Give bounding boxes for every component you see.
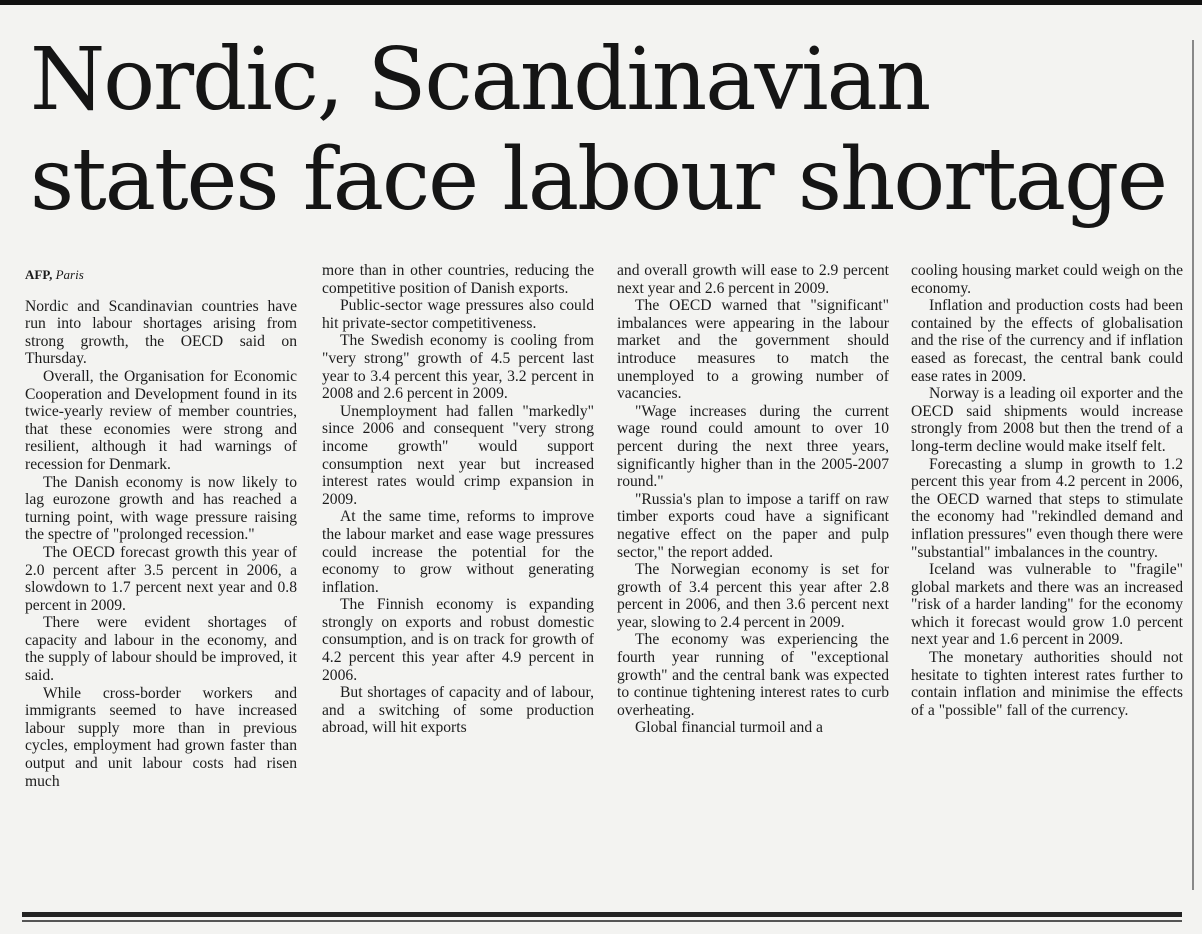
column-3 [617,262,889,737]
paragraph: Unemployment had fallen "markedly" since 2006 and consequent "very strong income growth" would support consumption next year but increased interest rates would crimp expansion in 2009. [322,402,594,508]
paragraph: "Wage increases during the current wage round could amount to over 10 percent during the next three years, significantly higher than in the 2005-2007 round." [617,402,889,491]
column-1 [25,262,297,790]
paragraph: Iceland was vulnerable to "fragile" global markets and there was an increased "risk of a harder landing" for the economy which it forecast would grow 1.0 percent next year and 1.6 percent in 2009. [911,561,1183,649]
paragraph: At the same time, reforms to improve the labour market and ease wage pressures could increase the potential for the economy to grow without generating inflation. [322,508,594,596]
paragraph: The monetary authorities should not hesitate to tighten interest rates further to contain inflation and minimise the effects of a "possible" fall of the currency. [911,649,1183,719]
paragraph: The economy was experiencing the fourth year running of "exceptional growth" and the central bank was expected to continue tightening interest rates to curb overheating. [617,631,889,719]
paragraph: Norway is a leading oil exporter and the OECD said shipments would increase strongly from 2008 but then the trend of a long-term decline would make itself felt. [911,385,1183,455]
bottom-rule [22,912,1182,917]
headline: Nordic, Scandinavian states face labour shortage [30,30,1167,230]
page-edge-line [1192,40,1194,890]
paragraph: The OECD warned that "significant" imbalances were appearing in the labour market and the government should introduce measures to match the unemployed to a growing number of vacancies. [617,297,889,403]
column-4 [911,262,1183,719]
paragraph: more than in other countries, reducing the competitive position of Danish exports. [322,262,594,297]
paragraph: The Swedish economy is cooling from "very strong" growth of 4.5 percent last year to 3.4 percent this year, 3.2 percent in 2008 and 2.6 percent in 2009. [322,332,594,403]
paragraph: and overall growth will ease to 2.9 percent next year and 2.6 percent in 2009. [617,262,889,297]
paragraph: Overall, the Organisation for Economic Cooperation and Development found in its twice-yearly review of member countries, that these economies were strong and resilient, although it had warnings of recession for Denmark. [25,367,297,473]
paragraph: The Norwegian economy is set for growth of 3.4 percent this year after 2.8 percent in 2006, and then 3.6 percent next year, slowing to 2.4 percent in 2009. [617,561,889,631]
paragraph: Global financial turmoil and a [635,719,823,737]
bottom-rule-thin [22,920,1182,922]
paragraph: While cross-border workers and immigrants seemed to have increased labour supply more than in previous cycles, employment had grown faster than output and unit labour costs had risen much [25,684,297,790]
paragraph: The Finnish economy is expanding strongly on exports and robust domestic consumption, and is on track for growth of 4.2 percent this year after 4.9 percent in 2006. [322,596,594,684]
byline-place: Paris [55,267,84,282]
paragraph: "Russia's plan to impose a tariff on raw timber exports coud have a significant negative effect on the paper and pulp sector," the report added. [617,490,889,561]
paragraph: Public-sector wage pressures also could hit private-sector competitiveness. [322,297,594,332]
paragraph: The Danish economy is now likely to lag eurozone growth and has reached a turning point, with wage pressure raising the spectre of "prolonged recession." [25,473,297,544]
top-rule [0,0,1202,5]
paragraph: But shortages of capacity and of labour, and a switching of some production abroad, will hit exports [322,684,594,737]
column-2 [322,262,594,737]
paragraph: Inflation and production costs had been contained by the effects of globalisation and the rise of the currency and if inflation eased as forecast, the central bank could ease rates in 2009. [911,297,1183,385]
byline-source: AFP, [25,267,53,282]
paragraph: Nordic and Scandinavian countries have run into labour shortages arising from strong growth, the OECD said on Thursday. [25,297,297,368]
paragraph: cooling housing market could weigh on the economy. [911,262,1183,297]
paragraph: The OECD forecast growth this year of 2.0 percent after 3.5 percent in 2006, a slowdown to 1.7 percent next year and 0.8 percent in 2009. [25,543,297,614]
byline [25,266,297,284]
paragraph: There were evident shortages of capacity and labour in the economy, and the supply of labour should be improved, it said. [25,614,297,685]
paragraph: Forecasting a slump in growth to 1.2 percent this year from 4.2 percent in 2006, the OECD warned that steps to stimulate the economy had "rekindled demand and inflation pressures" even though there were "substantial" imbalances in the country. [911,455,1183,561]
